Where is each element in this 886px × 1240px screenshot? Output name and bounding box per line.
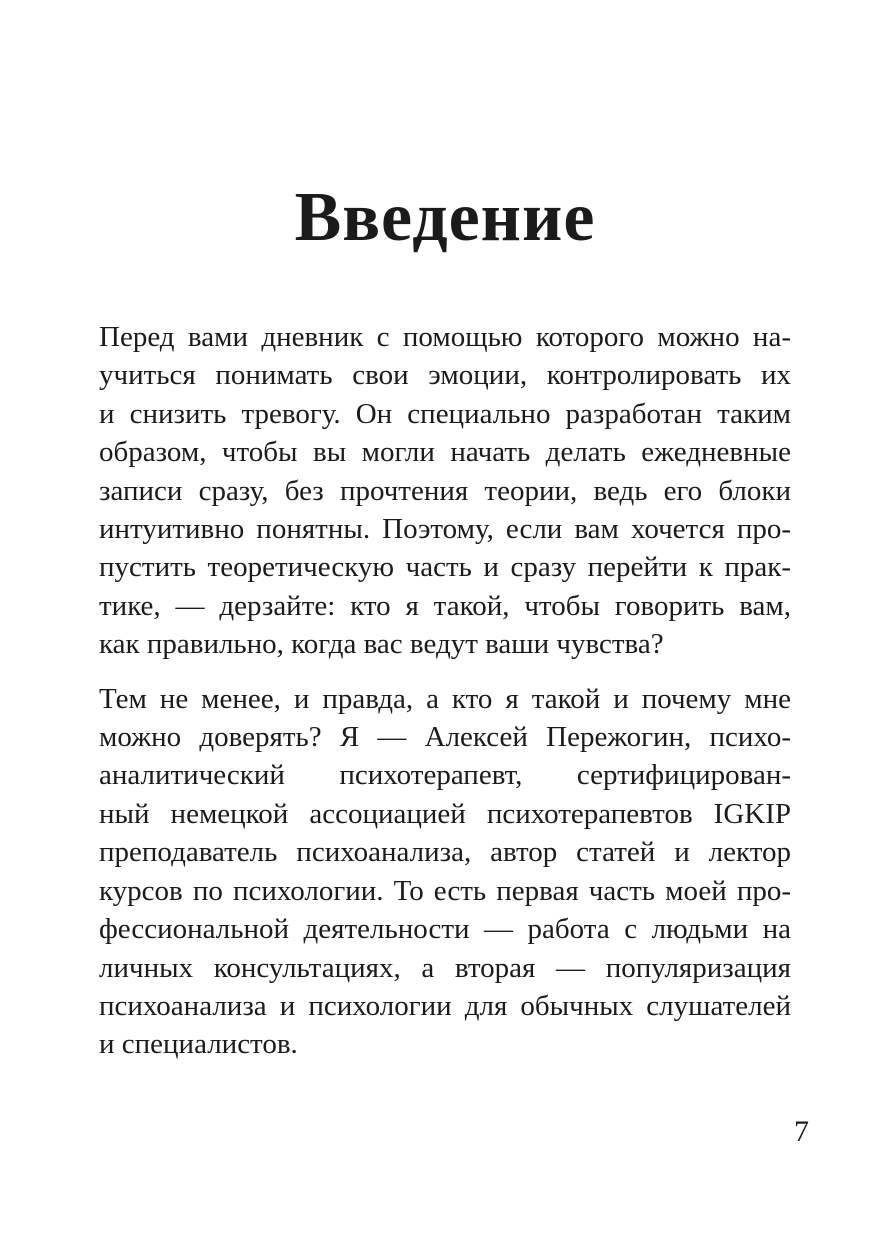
text-line: курсов по психологии. То есть первая часть моей про-: [99, 874, 791, 907]
text-line: и специалистов.: [99, 1028, 298, 1061]
text-line: преподаватель психоанализа, автор статей и лектор: [99, 836, 791, 869]
body-text: [99, 318, 791, 1064]
text-line: тике, — дерзайте: кто я такой, чтобы говорить вам,: [99, 589, 791, 622]
text-line: личных консультациях, а вторая — популяризация: [99, 951, 791, 984]
text-line: записи сразу, без прочтения теории, ведь его блоки: [99, 474, 791, 507]
paragraph-1: [99, 318, 791, 664]
text-line: психоанализа и психологии для обычных слушателей: [99, 989, 791, 1022]
text-line: аналитический психотерапевт, сертифицирован-: [99, 759, 791, 792]
text-line: интуитивно понятны. Поэтому, если вам хочется про-: [99, 513, 791, 546]
text-line: пустить теоретическую часть и сразу перейти к прак-: [99, 551, 791, 584]
paragraph-2: [99, 680, 791, 1064]
chapter-title: Введение: [294, 179, 596, 256]
text-line: можно доверять? Я — Алексей Пережогин, психо-: [99, 721, 791, 754]
text-line: Перед вами дневник с помощью которого можно на-: [99, 321, 791, 353]
page-number: 7: [794, 1115, 809, 1148]
text-line: и снизить тревогу. Он специально разработан таким: [99, 397, 791, 430]
text-line: фессиональной деятельности — работа с людьми на: [99, 913, 791, 946]
text-line: учиться понимать свои эмоции, контролировать их: [99, 359, 791, 392]
text-line: образом, чтобы вы могли начать делать ежедневные: [99, 436, 791, 469]
text-line: как правильно, когда вас ведут ваши чувства?: [99, 628, 664, 661]
text-line: Тем не менее, и правда, а кто я такой и почему мне: [99, 682, 791, 715]
text-line: ный немецкой ассоциацией психотерапевтов IGKIP: [99, 797, 791, 830]
